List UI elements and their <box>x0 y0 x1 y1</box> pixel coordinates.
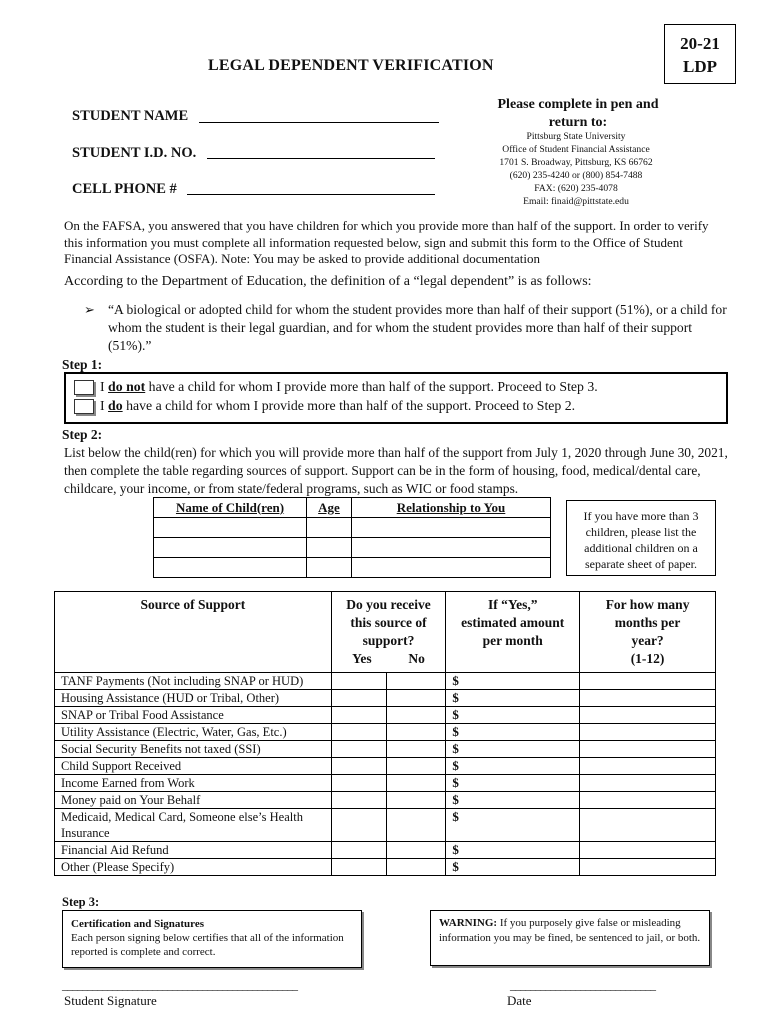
date-line[interactable]: _____________________________ <box>510 978 655 992</box>
step1-has-child-checkbox[interactable] <box>74 399 94 414</box>
support-yes-cell[interactable] <box>331 673 386 690</box>
header-child-name <box>154 498 307 518</box>
student-signature-label: Student Signature <box>64 993 157 1008</box>
header-text: Do you receive <box>346 597 431 612</box>
table-row <box>55 758 716 775</box>
header-text: (1-12) <box>630 651 665 666</box>
table-row <box>55 842 716 859</box>
definition-intro: According to the Department of Education, the definition of a “legal dependent” is as follows: <box>64 274 592 289</box>
header-text: months per <box>614 615 681 630</box>
table-row <box>154 518 551 538</box>
table-row <box>55 809 716 842</box>
support-no-cell[interactable] <box>387 775 446 792</box>
form-code-year: 20-21 <box>680 34 720 53</box>
header-text: per month <box>482 633 543 648</box>
address-line: Office of Student Financial Assistance <box>502 144 650 155</box>
support-yes-cell[interactable] <box>331 690 386 707</box>
support-source-label: Other (Please Specify) <box>55 859 332 876</box>
support-no-cell[interactable] <box>387 842 446 859</box>
legal-dependent-definition: “A biological or adopted child for whom the student provides more than half of their support (51%), or a child for whom the student is their legal guardian, and for whom the student provides more than half of their support (51%).” <box>108 302 727 353</box>
child-relationship-cell[interactable] <box>352 518 551 538</box>
page-title: LEGAL DEPENDENT VERIFICATION <box>208 57 494 74</box>
certification-title: Certification and Signatures <box>71 918 205 930</box>
support-no-cell[interactable] <box>387 859 446 876</box>
table-row <box>55 690 716 707</box>
child-name-cell[interactable] <box>154 538 307 558</box>
currency-symbol: $ <box>452 673 459 688</box>
support-months-cell[interactable] <box>580 775 716 792</box>
support-months-cell[interactable] <box>580 690 716 707</box>
return-heading-line: Please complete in pen and <box>497 97 659 112</box>
header-child-relationship <box>352 498 551 518</box>
header-source <box>55 592 332 673</box>
child-relationship-cell[interactable] <box>352 558 551 578</box>
form-code-type: LDP <box>683 57 717 76</box>
support-amount-cell[interactable] <box>446 673 580 690</box>
bullet-arrow-icon: ➢ <box>84 302 95 317</box>
support-amount-cell[interactable] <box>446 707 580 724</box>
currency-symbol: $ <box>452 809 459 824</box>
support-yes-cell[interactable] <box>331 792 386 809</box>
warning-label: WARNING: <box>439 917 498 929</box>
support-no-cell[interactable] <box>387 724 446 741</box>
header-months <box>580 592 716 673</box>
currency-symbol: $ <box>452 724 459 739</box>
address-line: 1701 S. Broadway, Pittsburg, KS 66762 <box>499 157 653 168</box>
certification-box <box>62 910 362 968</box>
support-yes-cell[interactable] <box>331 724 386 741</box>
step1-no-child-checkbox[interactable] <box>74 380 94 395</box>
support-sources-table <box>54 591 716 876</box>
support-source-label: Money paid on Your Behalf <box>55 792 332 809</box>
support-months-cell[interactable] <box>580 707 716 724</box>
table-row <box>55 673 716 690</box>
currency-symbol: $ <box>452 792 459 807</box>
child-age-cell[interactable] <box>307 538 352 558</box>
address-line: Pittsburg State University <box>526 131 626 142</box>
table-row <box>55 775 716 792</box>
support-yes-cell[interactable] <box>331 758 386 775</box>
currency-symbol: $ <box>452 842 459 857</box>
support-amount-cell[interactable] <box>446 792 580 809</box>
children-table <box>153 497 551 578</box>
header-yes: Yes <box>352 651 372 666</box>
support-yes-cell[interactable] <box>331 741 386 758</box>
support-no-cell[interactable] <box>387 673 446 690</box>
support-source-label: Utility Assistance (Electric, Water, Gas, Etc.) <box>55 724 332 741</box>
support-months-cell[interactable] <box>580 724 716 741</box>
support-yes-cell[interactable] <box>331 707 386 724</box>
support-yes-cell[interactable] <box>331 809 386 842</box>
support-amount-cell[interactable] <box>446 758 580 775</box>
support-amount-cell[interactable] <box>446 741 580 758</box>
option-emphasis: do not <box>108 379 146 394</box>
currency-symbol: $ <box>452 690 459 705</box>
address-line: Email: finaid@pittstate.edu <box>523 196 629 207</box>
header-text: Name of Child(ren) <box>175 499 285 515</box>
support-amount-cell[interactable] <box>446 809 580 842</box>
table-row <box>55 724 716 741</box>
certification-text: Each person signing below certifies that all of the information reported is complete and correct. <box>71 932 344 958</box>
support-amount-cell[interactable] <box>446 724 580 741</box>
additional-children-note: If you have more than 3 children, please list the additional children on a separate sheet of paper. <box>566 500 716 576</box>
return-address <box>470 130 682 208</box>
support-source-label: SNAP or Tribal Food Assistance <box>55 707 332 724</box>
currency-symbol: $ <box>452 775 459 790</box>
support-no-cell[interactable] <box>387 741 446 758</box>
support-source-label: Financial Aid Refund <box>55 842 332 859</box>
option-emphasis: do <box>108 398 123 413</box>
support-no-cell[interactable] <box>387 690 446 707</box>
form-code-box <box>664 24 736 84</box>
table-row <box>55 741 716 758</box>
support-amount-cell[interactable] <box>446 842 580 859</box>
header-child-age <box>307 498 352 518</box>
support-no-cell[interactable] <box>387 707 446 724</box>
header-receive <box>331 592 446 673</box>
warning-box <box>430 910 710 966</box>
support-months-cell[interactable] <box>580 758 716 775</box>
currency-symbol: $ <box>452 758 459 773</box>
option-text: have a child for whom I provide more than half of the support. Proceed to Step 2. <box>122 398 576 413</box>
student-name-label: STUDENT NAME <box>72 108 189 124</box>
support-source-label: Income Earned from Work <box>55 775 332 792</box>
support-months-cell[interactable] <box>580 842 716 859</box>
return-heading-line: return to: <box>548 115 608 130</box>
table-row <box>55 792 716 809</box>
header-no: No <box>408 651 425 666</box>
table-row <box>154 558 551 578</box>
option-text: I <box>100 379 109 394</box>
step2-instructions: List below the child(ren) for which you will provide more than half of the support from July 1, 2020 through June 30, 2021, then complete the table regarding sources of support. Support can be in the form of housing, food, medical/dental care, childcare, your income, or from state/federal programs, such as WIC or food stamps. <box>64 445 728 496</box>
step2-label: Step 2: <box>62 427 103 442</box>
header-text: estimated amount <box>461 615 565 630</box>
child-relationship-cell[interactable] <box>352 538 551 558</box>
date-label: Date <box>507 993 532 1008</box>
support-yes-cell[interactable] <box>331 775 386 792</box>
option-text: have a child for whom I provide more than half of the support. Proceed to Step 3. <box>145 379 598 394</box>
support-amount-cell[interactable] <box>446 690 580 707</box>
cell-phone-label: CELL PHONE # <box>72 181 177 197</box>
child-age-cell[interactable] <box>307 518 352 538</box>
support-no-cell[interactable] <box>387 792 446 809</box>
support-yes-cell[interactable] <box>331 842 386 859</box>
support-yes-cell[interactable] <box>331 859 386 876</box>
support-source-label: Medicaid, Medical Card, Someone else’s Health Insurance <box>55 809 332 842</box>
student-name-field[interactable] <box>199 122 439 123</box>
address-line: (620) 235-4240 or (800) 854-7488 <box>509 170 643 181</box>
student-signature-line[interactable]: _______________________________________________ <box>62 978 297 992</box>
support-source-label: Housing Assistance (HUD or Tribal, Other) <box>55 690 332 707</box>
table-row <box>55 859 716 876</box>
header-text: Relationship to You <box>396 499 506 515</box>
header-text: support? <box>362 633 415 648</box>
student-id-label: STUDENT I.D. NO. <box>72 145 197 161</box>
support-months-cell[interactable] <box>580 792 716 809</box>
header-text: year? <box>631 633 664 648</box>
student-id-field[interactable] <box>207 158 435 159</box>
child-age-cell[interactable] <box>307 558 352 578</box>
intro-paragraph: On the FAFSA, you answered that you have children for which you provide more than half of the support. In order to verify this information you must complete all information requested below, sign and submit this form to the Office of Student Financial Assistance (OSFA). Note: You may be asked to provide additional documentation <box>64 218 709 266</box>
support-months-cell[interactable] <box>580 809 716 842</box>
cell-phone-field[interactable] <box>187 194 435 195</box>
child-name-cell[interactable] <box>154 558 307 578</box>
header-text: For how many <box>605 597 690 612</box>
currency-symbol: $ <box>452 707 459 722</box>
table-row <box>154 538 551 558</box>
support-table-header <box>55 592 716 673</box>
children-table-header <box>154 498 551 518</box>
address-line: FAX: (620) 235-4078 <box>534 183 618 194</box>
step1-option-no-child <box>100 379 598 395</box>
header-text: this source of <box>350 615 427 630</box>
option-text: I <box>100 398 109 413</box>
step1-option-has-child <box>100 398 575 414</box>
support-amount-cell[interactable] <box>446 859 580 876</box>
child-name-cell[interactable] <box>154 518 307 538</box>
header-text: If “Yes,” <box>487 597 538 612</box>
support-no-cell[interactable] <box>387 758 446 775</box>
support-amount-cell[interactable] <box>446 775 580 792</box>
support-months-cell[interactable] <box>580 741 716 758</box>
currency-symbol: $ <box>452 741 459 756</box>
support-source-label: Social Security Benefits not taxed (SSI) <box>55 741 332 758</box>
warning-text: If you purposely give false or misleading information you may be fined, be sentenced to jail, or both. <box>439 917 701 944</box>
return-heading <box>480 96 676 132</box>
table-row <box>55 707 716 724</box>
currency-symbol: $ <box>452 859 459 874</box>
support-months-cell[interactable] <box>580 859 716 876</box>
header-text: Source of Support <box>140 597 246 612</box>
support-months-cell[interactable] <box>580 673 716 690</box>
support-no-cell[interactable] <box>387 809 446 842</box>
header-amount <box>446 592 580 673</box>
support-source-label: TANF Payments (Not including SNAP or HUD) <box>55 673 332 690</box>
support-source-label: Child Support Received <box>55 758 332 775</box>
step3-label: Step 3: <box>62 895 100 909</box>
step1-label: Step 1: <box>62 357 103 372</box>
header-text: Age <box>318 499 340 515</box>
